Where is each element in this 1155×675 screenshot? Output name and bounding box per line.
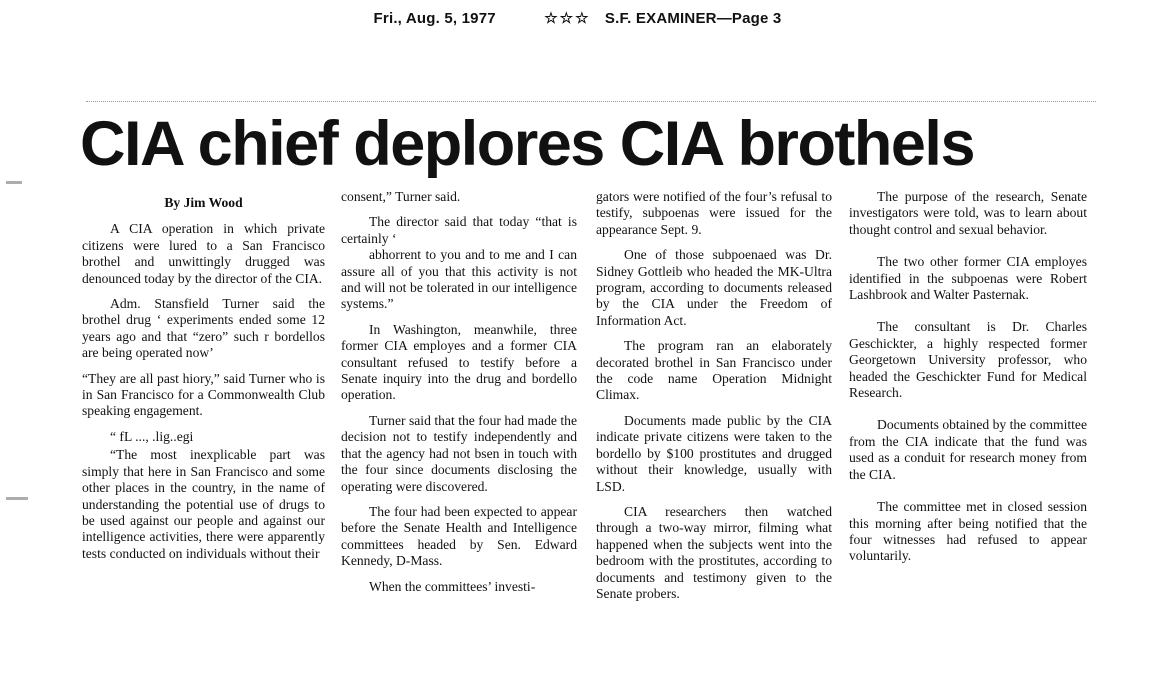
article-column-1 xyxy=(82,189,325,571)
paragraph: Turner said that the four had made the decision not to testify independently and that the agency had not bsen in touch with the four since documents disclosing the operating were discovered. xyxy=(341,412,577,494)
byline: By Jim Wood xyxy=(164,195,243,210)
paragraph: A CIA operation in which private citizens were lured to a San Francisco brothel and unwittingly drugged was denounced today by the director of the CIA. xyxy=(82,221,325,286)
paragraph: When the committees’ investi- xyxy=(369,578,536,594)
paragraph: Adm. Stansfield Turner said the brothel drug ‘ experiments ended some 12 years ago and that “zero” such r bordellos are being operated now’ xyxy=(82,296,325,361)
paragraph: “The most inexplicable part was simply that here in San Francisco and some other places in the country, in the name of understanding the potential use of drugs to be used against our people and against our intelligence activities, there were apparently tests conducted on individuals without their xyxy=(82,447,325,561)
paragraph: In Washington, meanwhile, three former CIA employes and a former CIA consultant refused to testify before a Senate inquiry into the drug and bordello operation. xyxy=(341,321,577,403)
paragraph: “They are all past hiory,” said Turner who is in San Francisco for a Commonwealth Club speaking engagement. xyxy=(82,370,325,419)
dateline xyxy=(0,9,1155,27)
article-column-4 xyxy=(849,189,1087,574)
paragraph: The committee met in closed session this morning after being notified that the four witnesses had refused to appear voluntarily. xyxy=(849,499,1087,564)
paragraph: consent,” Turner said. xyxy=(341,189,461,204)
paragraph: CIA researchers then watched through a two-way mirror, filming what happened when the subjects went into the bedroom with the prostitutes, according to documents and testimony given to the Senate probers. xyxy=(596,503,832,601)
page-section: S.F. EXAMINER—Page 3 xyxy=(604,10,782,27)
paragraph: The purpose of the research, Senate investigators were told, was to learn about thought control and sexual behavior. xyxy=(849,189,1087,237)
paragraph: gators were notified of the four’s refusal to testify, subpoenas were issued for the appearance Sept. 9. xyxy=(596,189,832,237)
headline: CIA chief deplores CIA brothels xyxy=(80,109,974,179)
paragraph: The four had been expected to appear before the Senate Health and Intelligence committees headed by Sen. Edward Kennedy, D-Mass. xyxy=(341,503,577,569)
scan-margin-mark xyxy=(6,497,28,500)
scan-margin-mark xyxy=(6,181,22,184)
article-column-2 xyxy=(341,189,577,604)
edition-stars: ☆☆☆ xyxy=(544,10,591,27)
paragraph: One of those subpoenaed was Dr. Sidney Gottleib who headed the MK-Ultra program, according to documents released by the CIA under the Freedom of Information Act. xyxy=(596,247,832,328)
paragraph: The consultant is Dr. Charles Geschickter, a highly respected former Georgetown University professor, who headed the Geschickter Fund for Medical Research. xyxy=(849,319,1087,401)
paragraph: The two other former CIA employes identified in the subpoenas were Robert Lashbrook and Walter Pasternak. xyxy=(849,254,1087,303)
paragraph: “ fL ..., .lig..egi xyxy=(110,428,194,444)
paragraph: Documents obtained by the committee from the CIA indicate that the fund was used as a conduit for research money from the CIA. xyxy=(849,417,1087,482)
paragraph: The program ran an elaborately decorated brothel in San Francisco under the code name Operation Midnight Climax. xyxy=(596,338,832,403)
paragraph: Documents made public by the CIA indicate private citizens were taken to the bordello by $100 prostitutes and drugged without their knowledge, usually with LSD. xyxy=(596,412,832,494)
paragraph: abhorrent to you and to me and I can assure all of you that this activity is not and will not be tolerated in our intelligence systems.” xyxy=(341,247,577,312)
article-column-3 xyxy=(596,189,832,611)
top-rule xyxy=(86,101,1096,102)
issue-date: Fri., Aug. 5, 1977 xyxy=(373,10,496,27)
paragraph: The director said that today “that is certainly ‘ xyxy=(341,214,577,246)
